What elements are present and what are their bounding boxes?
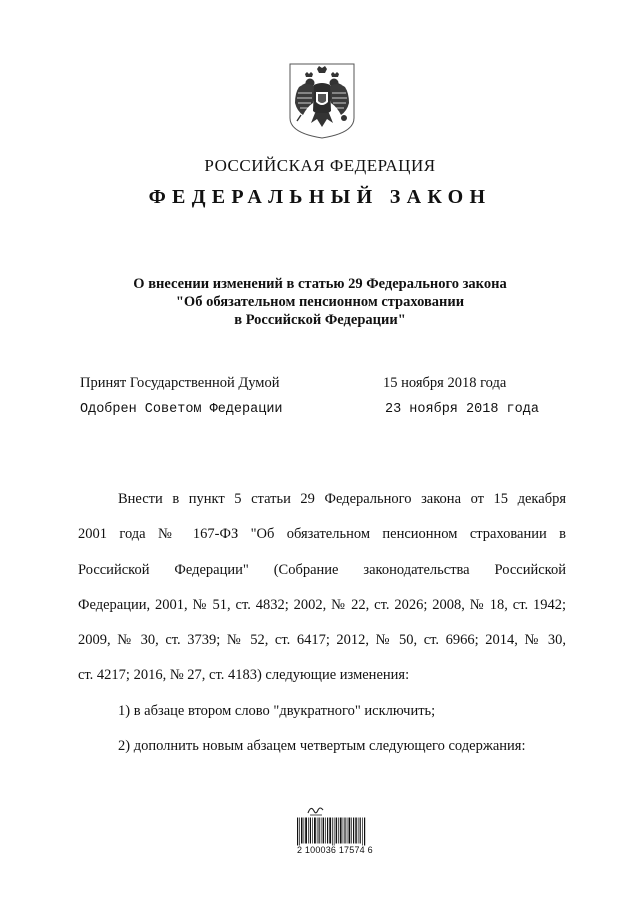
law-type: ФЕДЕРАЛЬНЫЙ ЗАКОН [148,186,492,208]
duma-adoption-date: 15 ноября 2018 года [383,375,507,391]
barcode-number: 2 100036 17574 6 [297,845,373,855]
body-line-4: Федерации, 2001, № 51, ст. 4832; 2002, № 22, ст. 2026; 2008, № 18, ст. 1942; [78,596,566,613]
amendment-item-2: 2) дополнить новым абзацем четвертым следующего содержания: [118,738,526,755]
signature-mark-icon [307,804,325,816]
law-title [0,275,640,329]
amendment-item-1: 1) в абзаце втором слово "двукратного" исключить; [118,702,436,719]
law-body [78,482,566,764]
council-approval-date: 23 ноября 2018 года [385,402,539,417]
body-line-5: 2009, № 30, ст. 3739; № 52, ст. 6417; 2012, № 50, ст. 6966; 2014, № 30, [78,632,566,649]
country-name: РОССИЙСКАЯ ФЕДЕРАЦИЯ [204,156,436,175]
body-line-1: Внести в пункт 5 статьи 29 Федерального закона от 15 декабря [118,491,566,507]
council-approval-label: Одобрен Советом Федерации [80,402,283,417]
body-line-3: Российской Федерации" (Собрание законодательства Российской [78,561,566,578]
body-line-6: ст. 4217; 2016, № 27, ст. 4183) следующие изменения: [78,667,410,684]
coat-of-arms-icon [289,63,355,139]
body-line-2: 2001 года № 167-ФЗ "Об обязательном пенсионном страховании в [78,526,566,543]
law-title-line-3: в Российской Федерации" [234,312,406,328]
law-title-line-1: О внесении изменений в статью 29 Федерального закона [133,276,507,292]
duma-adoption-label: Принят Государственной Думой [80,375,280,391]
law-title-line-2: "Об обязательном пенсионном страховании [175,294,465,310]
